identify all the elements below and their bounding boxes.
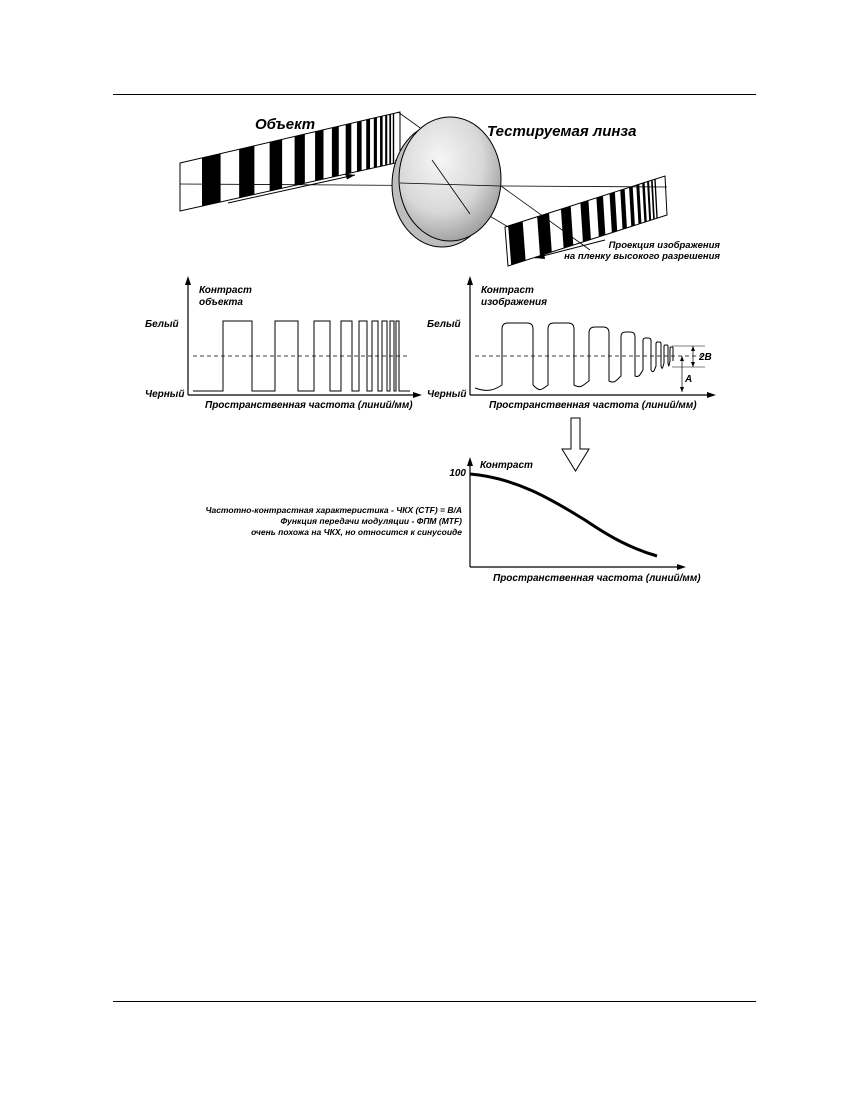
object-contrast-graph xyxy=(145,276,422,411)
image-contrast-graph xyxy=(427,276,716,411)
object-ylabel-line2: объекта xyxy=(199,297,243,308)
object-label: Объект xyxy=(255,116,316,133)
image-black-label: Черный xyxy=(427,389,467,400)
a-arrow-bottom xyxy=(680,387,684,392)
image-white-label: Белый xyxy=(427,319,461,330)
strip-bar xyxy=(357,121,362,172)
object-ylabel-line1: Контраст xyxy=(199,285,252,296)
curve-x-arrow xyxy=(677,564,686,570)
strip-bar xyxy=(270,139,282,191)
object-x-arrow xyxy=(413,392,422,398)
image-ylabel-line2: изображения xyxy=(481,297,548,308)
note-line1: Частотно-контрастная характеристика - ЧКХ (CTF) = B/A xyxy=(205,505,462,515)
contrast-curve-graph xyxy=(205,457,701,584)
projection-label-line1: Проекция изображения xyxy=(608,240,720,251)
strip-bar xyxy=(374,117,377,167)
strip-bar xyxy=(380,116,383,166)
image-response-wave xyxy=(475,323,673,390)
strip-bar xyxy=(346,123,352,174)
lens-label: Тестируемая линза xyxy=(487,123,637,140)
strip-bar xyxy=(393,113,394,163)
lens xyxy=(399,117,501,241)
contrast-curve xyxy=(470,474,657,556)
image-x-arrow xyxy=(707,392,716,398)
image-ylabel-line1: Контраст xyxy=(481,285,534,296)
curve-y-arrow xyxy=(467,457,473,466)
curve-ylabel: Контраст xyxy=(480,460,533,471)
object-white-label: Белый xyxy=(145,319,179,330)
b-arrow-top xyxy=(691,346,695,351)
strip-bar xyxy=(366,119,370,170)
curve-y-max-label: 100 xyxy=(449,468,466,479)
strip-bar xyxy=(239,146,254,198)
strip-bar xyxy=(332,126,339,177)
lens-diagram xyxy=(180,112,720,266)
label-2b: 2B xyxy=(699,352,712,363)
label-a: A xyxy=(685,374,693,385)
strip-bar xyxy=(295,134,305,185)
projection-label-line2: на пленку высокого разрешения xyxy=(564,251,720,262)
note-line2: Функция передачи модуляции - ФПМ (MTF) xyxy=(280,516,462,526)
strip-bar xyxy=(385,115,387,165)
object-black-label: Черный xyxy=(145,389,185,400)
image-xlabel: Пространственная частота (линий/мм) xyxy=(489,400,697,411)
b-arrow-bottom xyxy=(691,362,695,367)
strip-bar xyxy=(315,130,323,181)
strip-bar xyxy=(202,154,221,207)
note-line3: очень похожа на ЧКХ, но относится к синусоиде xyxy=(251,527,462,537)
curve-xlabel: Пространственная частота (линий/мм) xyxy=(493,573,701,584)
down-arrow-icon xyxy=(562,418,589,471)
image-y-arrow xyxy=(467,276,473,285)
object-arrow-head xyxy=(345,174,355,180)
object-y-arrow xyxy=(185,276,191,285)
strip-bar xyxy=(389,114,391,164)
object-xlabel: Пространственная частота (линий/мм) xyxy=(205,400,413,411)
strip-bar xyxy=(508,221,525,265)
a-arrow-top xyxy=(680,356,684,361)
